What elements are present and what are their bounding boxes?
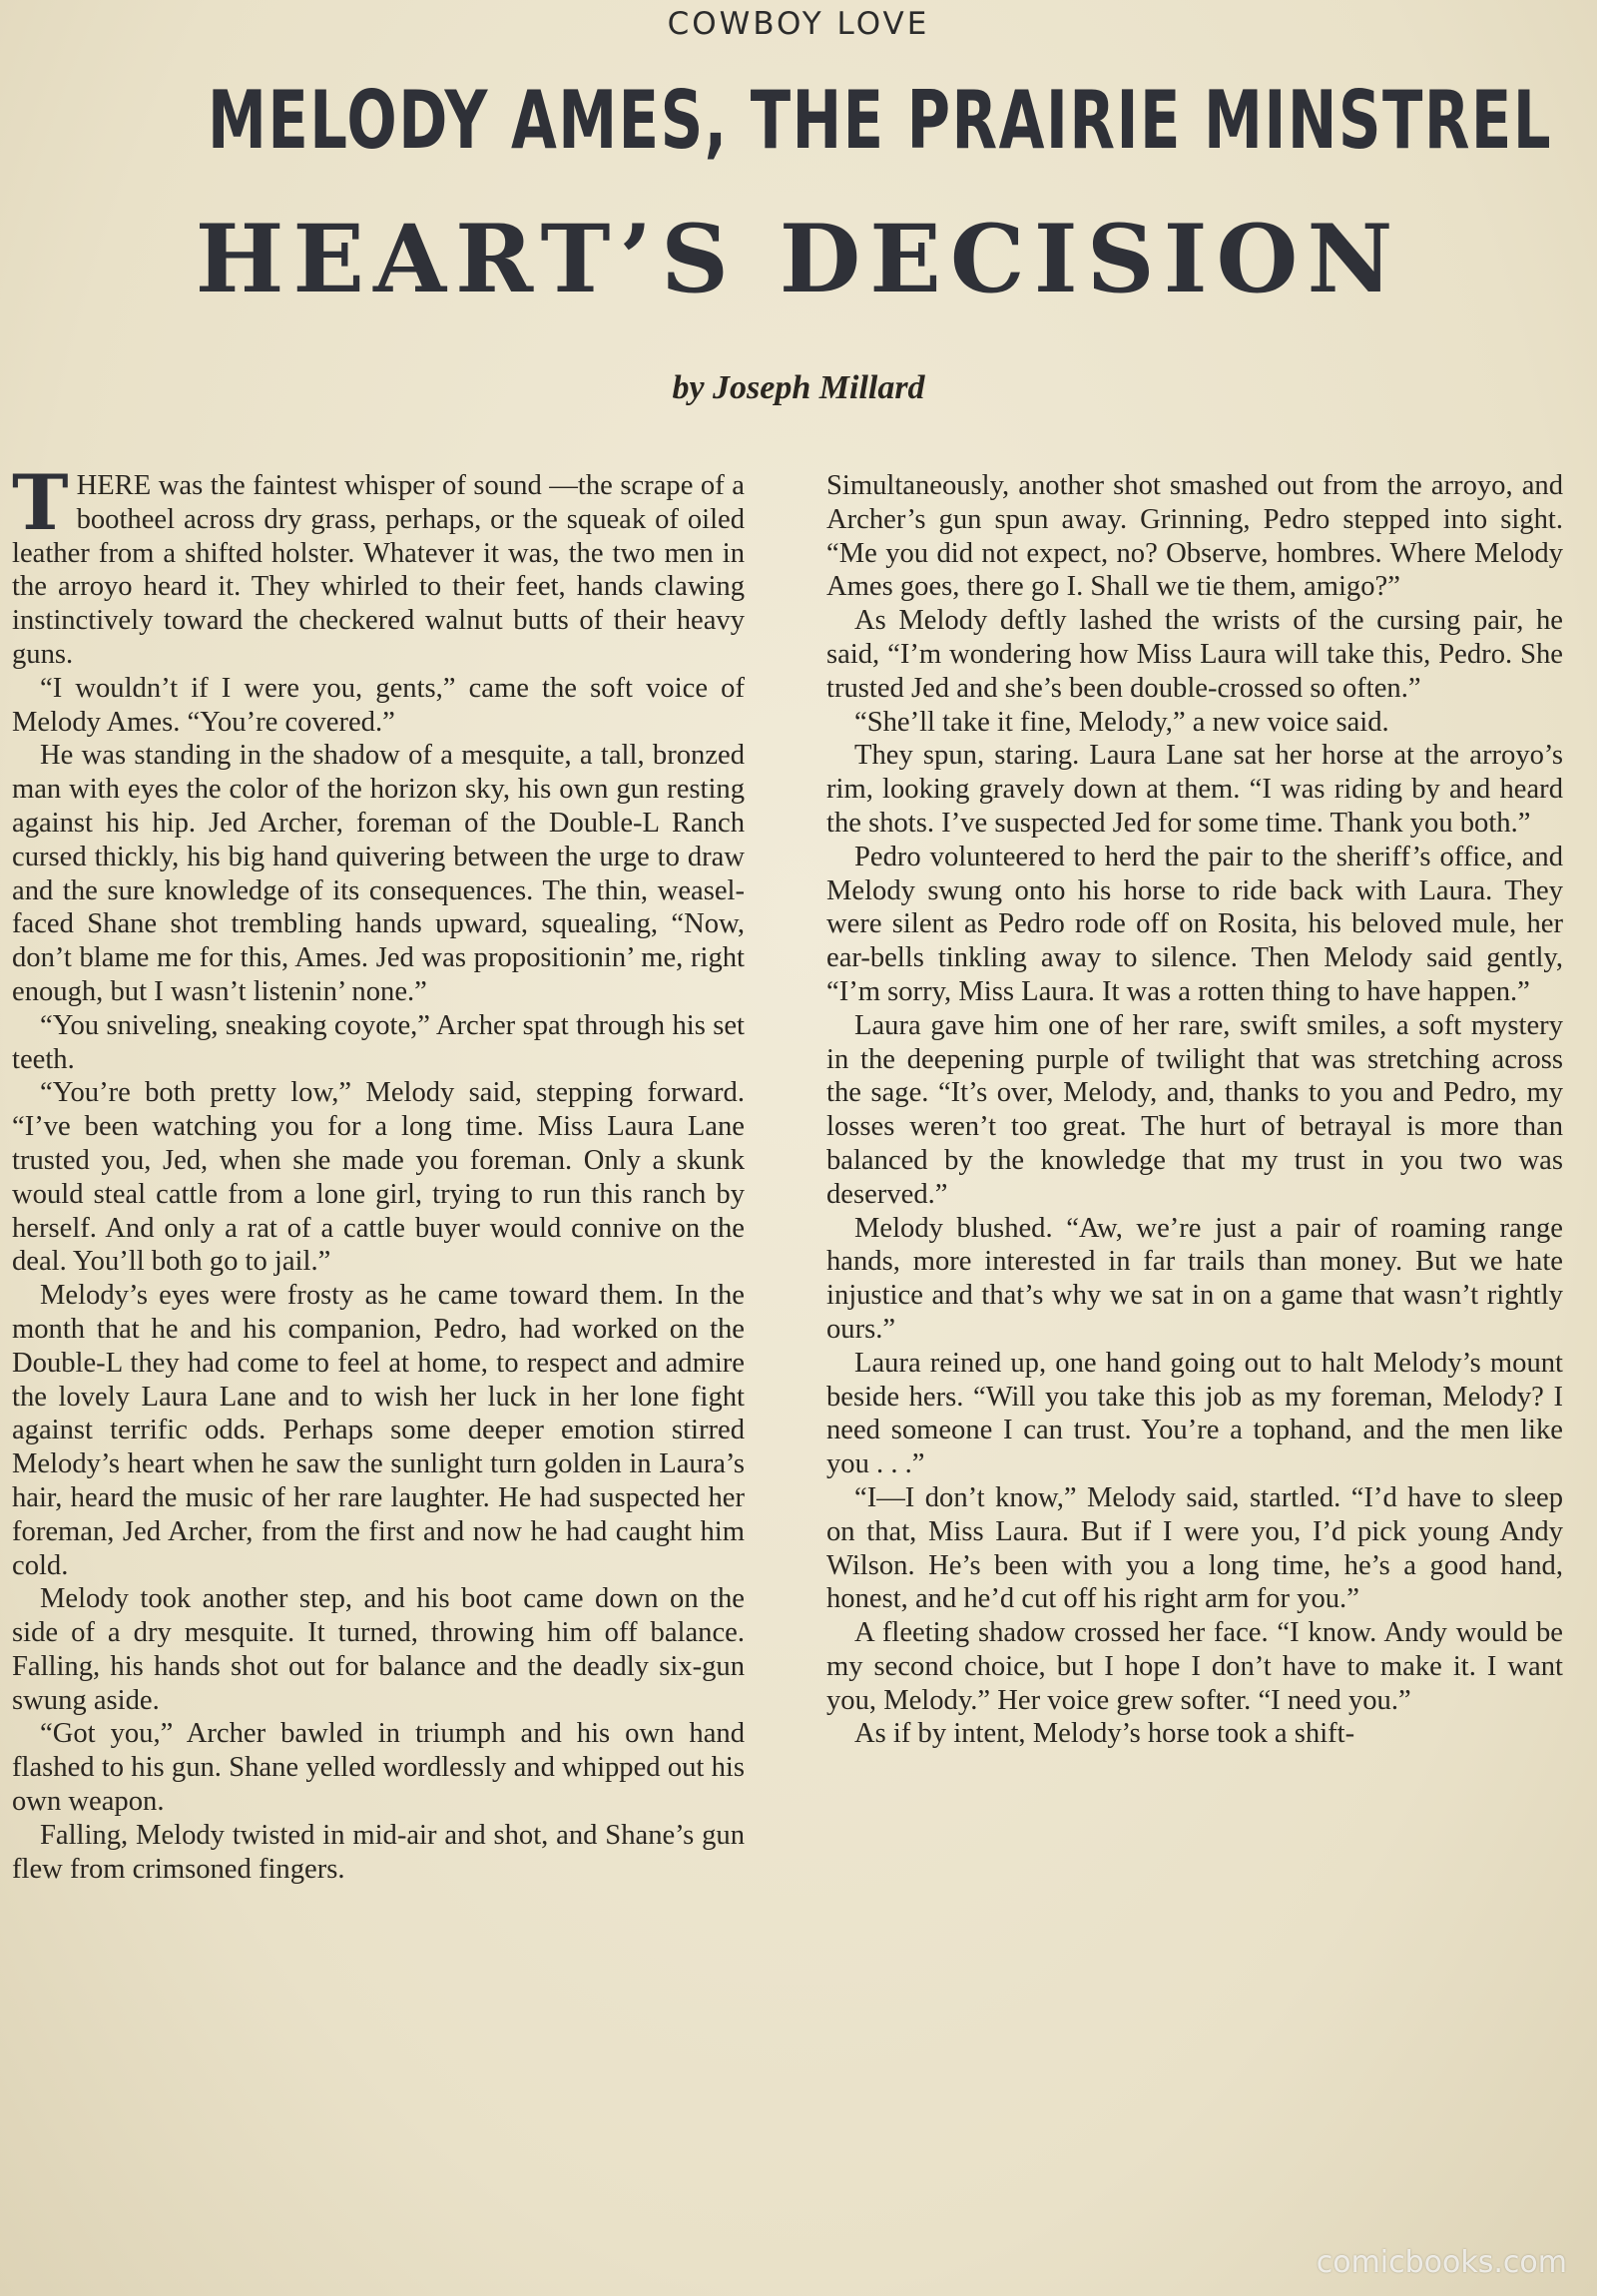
paragraph: Laura gave him one of her rare, swift smiles, a soft mystery in the deepening purple of twilight that was stretching across the sage. “It’s over, Melody, and, thanks to you and Pedro, my losses weren’t too great. The hurt of betrayal is more than balanced by the knowledge that my trust in you two was deserved.” <box>826 1009 1563 1210</box>
paragraph: Pedro volunteered to herd the pair to the sheriff’s office, and Melody swung onto his horse to ride back with Laura. They were silent as Pedro rode off on Rosita, his beloved mule, her ear-bells tinkling away to silence. Then Melody said gently, “I’m sorry, Miss Laura. It was a rotten thing to have happen.” <box>826 841 1563 1007</box>
paragraph: “I—I don’t know,” Melody said, startled. “I’d have to sleep on that, Miss Laura. But if I were you, I’d pick young Andy Wilson. He’s been with you a long time, he’s a good hand, honest, and he’d cut off his right arm for you.” <box>826 1481 1563 1615</box>
paragraph <box>12 458 745 672</box>
paragraph: “You sniveling, sneaking coyote,” Archer spat through his set teeth. <box>12 1009 745 1075</box>
drop-cap: T <box>12 458 69 547</box>
paragraph: “Got you,” Archer bawled in triumph and his own hand flashed to his gun. Shane yelled wordlessly and whipped out his own weapon. <box>12 1718 745 1818</box>
paragraph: Melody blushed. “Aw, we’re just a pair of roaming range hands, more interested in far trails than money. But we hate injustice and that’s why we sat in on a game that wasn’t rightly ours.” <box>826 1212 1563 1345</box>
site-watermark: comicbooks.com <box>1316 2245 1567 2280</box>
right-column <box>826 469 1563 1751</box>
paragraph: He was standing in the shadow of a mesquite, a tall, bronzed man with eyes the color of the horizon sky, his own gun resting against his hip. Jed Archer, foreman of the Double-L Ranch cursed thickly, his big hand quivering between the urge to draw and the sure knowledge of its consequences. The thin, weasel-faced Shane shot trembling hands upward, squealing, “Now, don’t blame me for this, Ames. Jed was propositionin’ me, right enough, but I wasn’t listenin’ none.” <box>12 740 745 1007</box>
paragraph: “She’ll take it fine, Melody,” a new voice said. <box>854 706 1389 738</box>
paragraph: Melody’s eyes were frosty as he came toward them. In the month that he and his companion, Pedro, had worked on the Double-L they had come to feel at home, to respect and admire the lovely Laura Lane and to wish her luck in her lone fight against terrific odds. Perhaps some deeper emotion stirred Melody’s heart when he saw the sunlight turn golden in Laura’s hair, heard the music of her rare laughter. He had suspected her foreman, Jed Archer, from the first and now he had caught him cold. <box>12 1280 745 1581</box>
story-title: HEART’S DECISION <box>195 205 1402 314</box>
paragraph: They spun, staring. Laura Lane sat her horse at the arroyo’s rim, looking gravely down at them. “I was riding by and heard the shots. I’ve suspected Jed for some time. Thank you both.” <box>826 740 1563 839</box>
paragraph: Falling, Melody twisted in mid-air and shot, and Shane’s gun flew from crimsoned fingers. <box>12 1819 745 1885</box>
paragraph: A fleeting shadow crossed her face. “I know. Andy would be my second choice, but I hope I don’t have to make it. I want you, Melody.” Her voice grew softer. “I need you.” <box>826 1617 1563 1716</box>
paragraph-text: HERE was the faintest whisper of sound —the scrape of a bootheel across dry grass, perhaps, or the squeak of oiled leather from a shifted holster. Whatever it was, the two men in the arroyo heard it. They whirled to their feet, hands clawing instinctively toward the checkered walnut butts of their heavy guns. <box>12 470 745 670</box>
paragraph: “I wouldn’t if I were you, gents,” came the soft voice of Melody Ames. “You’re covered.” <box>12 672 745 738</box>
paragraph: Laura reined up, one hand going out to halt Melody’s mount beside hers. “Will you take this job as my foreman, Melody? I need someone I can trust. You’re a tophand, and the men like you . . .” <box>826 1347 1563 1480</box>
paragraph: As if by intent, Melody’s horse took a shift- <box>854 1718 1355 1750</box>
left-column <box>12 458 745 1886</box>
paragraph: “You’re both pretty low,” Melody said, stepping forward. “I’ve been watching you for a long time. Miss Laura Lane trusted you, Jed, when she made you foreman. Only a skunk would steal cattle from a lone girl, trying to run this ranch by herself. And only a rat of a cattle buyer would connive on the deal. You’ll both go to jail.” <box>12 1077 745 1278</box>
paragraph: As Melody deftly lashed the wrists of the cursing pair, he said, “I’m wondering how Miss Laura will take this, Pedro. She trusted Jed and she’s been double-crossed so often.” <box>826 605 1563 704</box>
running-head: COWBOY LOVE <box>667 6 930 42</box>
series-title: MELODY AMES, THE PRAIRIE MINSTREL <box>208 74 1553 167</box>
paragraph: Melody took another step, and his boot came down on the side of a dry mesquite. It turned, throwing him off balance. Falling, his hands shot out for balance and the deadly six-gun swung aside. <box>12 1583 745 1716</box>
paragraph: Simultaneously, another shot smashed out from the arroyo, and Archer’s gun spun away. Grinning, Pedro stepped into sight. “Me you did not expect, no? Observe, hombres. Where Melody Ames goes, there go I. Shall we tie them, amigo?” <box>826 470 1563 603</box>
byline: by Joseph Millard <box>672 369 925 406</box>
